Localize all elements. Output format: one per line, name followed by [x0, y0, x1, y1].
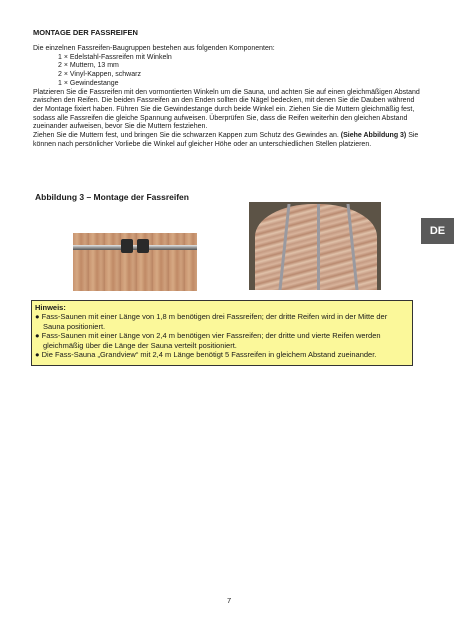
final-sentence-start: Ziehen Sie die Muttern fest, und bringen Sie die schwarzen Kappen zum Schutz des Gewindes an. — [33, 132, 341, 140]
components-list — [33, 54, 423, 89]
hoop-ring — [317, 204, 320, 290]
instructions-paragraph: Platzieren Sie die Fassreifen mit den vormontierten Winkeln um die Sauna, und achten Sie auf einen gleichmäßigen Abstand zwischen den Reifen. Die beiden Fassreifen an den Enden sollten die Nägel bedecken, mit denen Sie die Dauben während der Montage fixiert haben. Führen Sie die Gewindestange durch beide Winkel ein. Ziehen Sie die Muttern gleichmäßig fest, sodass alle Fassreifen die gleiche Spannung aufweisen. Überprüfen Sie, dass die Reifen weiterhin den gleichen Abstand zueinander aufweisen, bevor Sie die Muttern festziehen. — [33, 88, 420, 131]
bracket-cap — [137, 239, 149, 253]
hoop-band — [73, 245, 197, 250]
instructions-body — [33, 45, 423, 149]
list-item: 1 × Gewindestange — [58, 79, 119, 87]
final-instructions — [33, 132, 423, 149]
intro-text: Die einzelnen Fassreifen-Baugruppen bestehen aus folgenden Komponenten: — [33, 45, 275, 52]
list-item: 2 × Vinyl-Kappen, schwarz — [58, 71, 141, 79]
final-sentence-end: Sie können nach persönlicher Vorliebe die Winkel auf gleicher Höhe oder an unterschiedlichen Stellen platzieren. — [33, 132, 419, 148]
list-item: 1 × Edelstahl-Fassreifen mit Winkeln — [58, 53, 172, 61]
list-item: 2 × Muttern, 13 mm — [58, 62, 119, 70]
figure-reference: (Siehe Abbildung 3) — [340, 132, 407, 140]
bracket-cap — [121, 239, 133, 253]
hint-item: ● Fass-Saunen mit einer Länge von 2,4 m benötigen vier Fassreifen; der dritte und vierte Reifen werden gleichmäßig über die Länge der Sauna verteilt positioniert. — [35, 331, 381, 350]
hint-item: ● Die Fass-Sauna „Grandview“ mit 2,4 m Länge benötigt 5 Fassreifen in gleichem Abstand zueinander. — [35, 350, 377, 360]
hoop-ring — [346, 204, 358, 290]
hint-box — [31, 300, 413, 366]
hoop-closeup-photo — [73, 233, 197, 291]
barrel-staves — [255, 204, 377, 290]
sauna-barrel-photo — [249, 202, 381, 290]
language-tab: DE — [421, 218, 454, 244]
page-number: 7 — [227, 596, 232, 605]
figure-title: Abbildung 3 – Montage der Fassreifen — [35, 192, 189, 202]
hint-title: Hinweis: — [35, 303, 66, 312]
section-heading: MONTAGE DER FASSREIFEN — [33, 28, 138, 37]
hoop-ring — [278, 204, 290, 290]
hint-item: ● Fass-Saunen mit einer Länge von 1,8 m benötigen drei Fassreifen; der dritte Reifen wird in der Mitte der Sauna positioniert. — [35, 312, 388, 331]
